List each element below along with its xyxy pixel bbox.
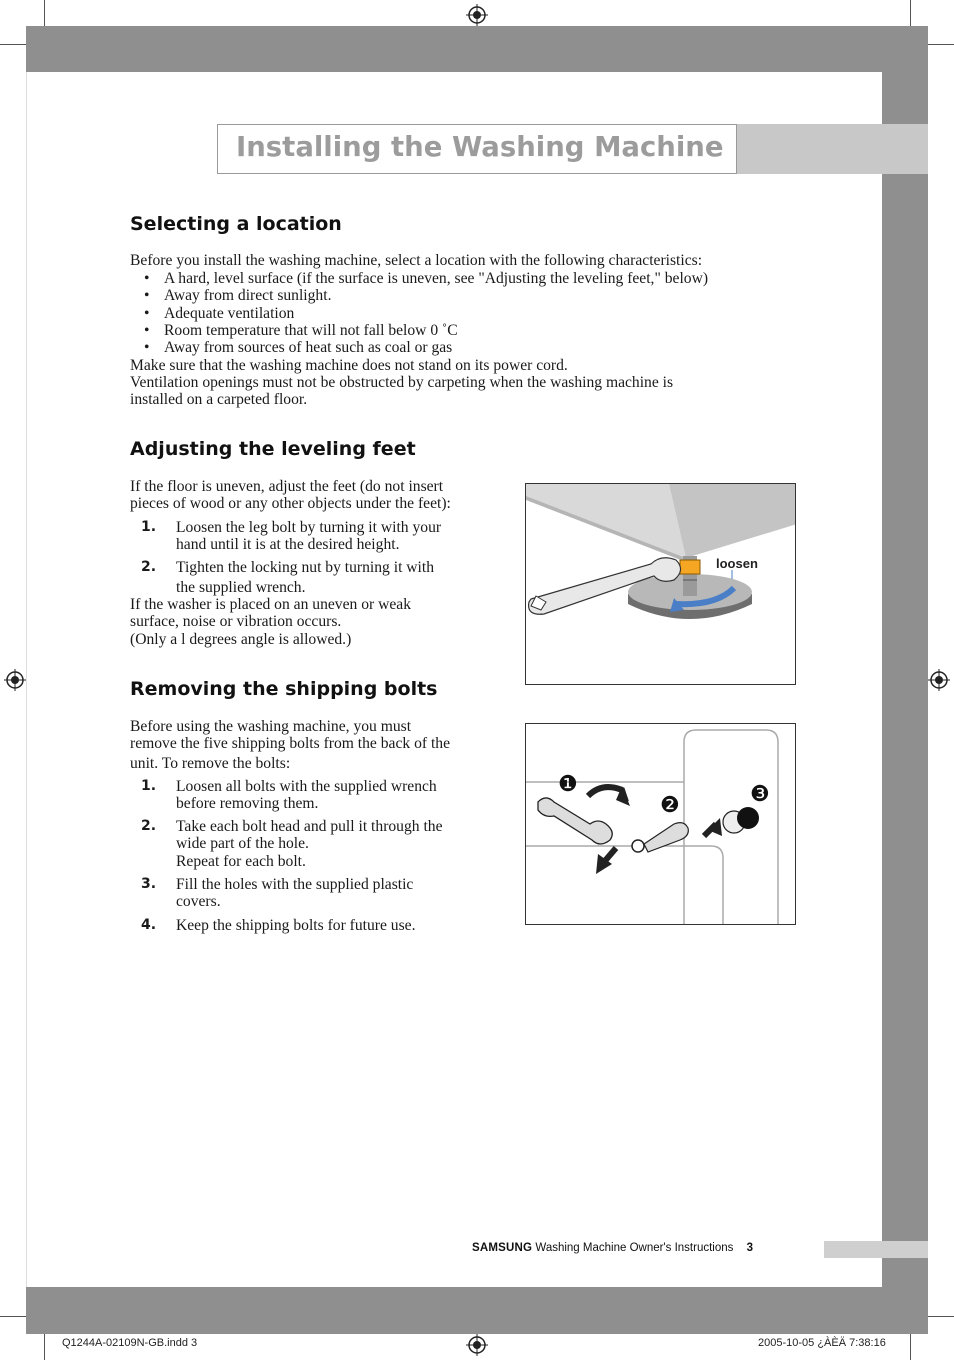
registration-mark-icon (466, 4, 488, 26)
location-note-cord: Make sure that the washing machine does not stand on its power cord. (130, 357, 568, 374)
slug-filename: Q1244A-02109N-GB.indd 3 (62, 1337, 198, 1349)
step-text: Loosen the leg bolt by turning it with your (176, 519, 442, 536)
crop-mark (44, 0, 45, 26)
step-text: Keep the shipping bolts for future use. (176, 917, 416, 934)
registration-mark-icon (4, 669, 26, 691)
figure-label-loosen: loosen (716, 556, 758, 571)
bullet-icon: • (144, 287, 150, 304)
step-text: the supplied wrench. (176, 579, 306, 596)
crop-mark (44, 1334, 45, 1360)
leveling-feet-illustration (526, 484, 796, 685)
footer-text: Washing Machine Owner's Instructions (535, 1242, 734, 1254)
list-item-text: Away from direct sunlight. (164, 287, 332, 304)
step-number: 3. (141, 876, 157, 892)
step-number: 1. (141, 519, 157, 535)
page-frame-top (26, 26, 928, 72)
registration-mark-icon (466, 1334, 488, 1356)
step-text: hand until it is at the desired height. (176, 536, 400, 553)
step-number: 1. (141, 778, 157, 794)
step-number: 2. (141, 818, 157, 834)
slug-timestamp: 2005-10-05 ¿ÀÈÄ 7:38:16 (758, 1337, 886, 1349)
bolts-intro-cont: remove the five shipping bolts from the back of the (130, 735, 451, 752)
list-item-text: Away from sources of heat such as coal or gas (164, 339, 453, 356)
step-marker-3-icon: ❸ (750, 781, 770, 806)
leveling-feet-figure (525, 483, 796, 685)
page-number: 3 (746, 1242, 753, 1254)
step-marker-2-icon: ❷ (660, 792, 680, 817)
step-number: 4. (141, 917, 157, 933)
section-heading-leveling: Adjusting the leveling feet (130, 438, 416, 460)
shipping-bolts-illustration (526, 724, 796, 925)
location-note-ventilation: Ventilation openings must not be obstructed by carpeting when the washing machine is (130, 374, 674, 391)
shipping-bolts-figure (525, 723, 796, 925)
title-tab (737, 124, 928, 174)
bullet-icon: • (144, 270, 150, 287)
crop-mark (0, 1316, 26, 1317)
registration-mark-icon (928, 669, 950, 691)
footer-brand: SAMSUNG (472, 1242, 533, 1254)
step-text: wide part of the hole. (176, 835, 309, 852)
page-frame-right (882, 26, 928, 1334)
bullet-icon: • (144, 305, 150, 322)
step-text: covers. (176, 893, 221, 910)
step-text: Take each bolt head and pull it through the (176, 818, 443, 835)
list-item-text: Adequate ventilation (164, 305, 295, 322)
leveling-note: If the washer is placed on an uneven or weak (130, 596, 412, 613)
step-number: 2. (141, 559, 157, 575)
bolts-intro: Before using the washing machine, you must (130, 718, 412, 735)
list-item-text: Room temperature that will not fall below 0 ˚C (164, 322, 458, 339)
leveling-note: surface, noise or vibration occurs. (130, 613, 342, 630)
step-text: Fill the holes with the supplied plastic (176, 876, 414, 893)
crop-mark (928, 44, 954, 45)
bolts-intro-cont: unit. To remove the bolts: (130, 755, 291, 772)
step-text: Tighten the locking nut by turning it with (176, 559, 435, 576)
crop-mark (928, 1316, 954, 1317)
crop-mark (0, 44, 26, 45)
step-text: Repeat for each bolt. (176, 853, 306, 870)
leveling-note: (Only a l degrees angle is allowed.) (130, 631, 352, 648)
page-frame-bottom (26, 1287, 928, 1334)
crop-mark (910, 0, 911, 26)
step-text: before removing them. (176, 795, 319, 812)
page-footer (472, 1242, 753, 1254)
bullet-icon: • (144, 322, 150, 339)
section-heading-bolts: Removing the shipping bolts (130, 678, 438, 700)
list-item-text: A hard, level surface (if the surface is uneven, see "Adjusting the leveling feet," below) (164, 270, 709, 287)
crop-mark (910, 1334, 911, 1360)
location-intro: Before you install the washing machine, select a location with the following characteristics: (130, 252, 703, 269)
location-note-ventilation-cont: installed on a carpeted floor. (130, 391, 308, 408)
leveling-intro: If the floor is uneven, adjust the feet (do not insert (130, 478, 444, 495)
page-title: Installing the Washing Machine (236, 131, 724, 163)
leveling-intro-cont: pieces of wood or any other objects under the feet): (130, 495, 451, 512)
section-heading-location: Selecting a location (130, 213, 342, 235)
bullet-icon: • (144, 339, 150, 356)
step-text: Loosen all bolts with the supplied wrench (176, 778, 437, 795)
footer-tab (824, 1241, 928, 1258)
step-marker-1-icon: ❶ (558, 771, 578, 796)
page-frame-left (26, 72, 43, 1287)
